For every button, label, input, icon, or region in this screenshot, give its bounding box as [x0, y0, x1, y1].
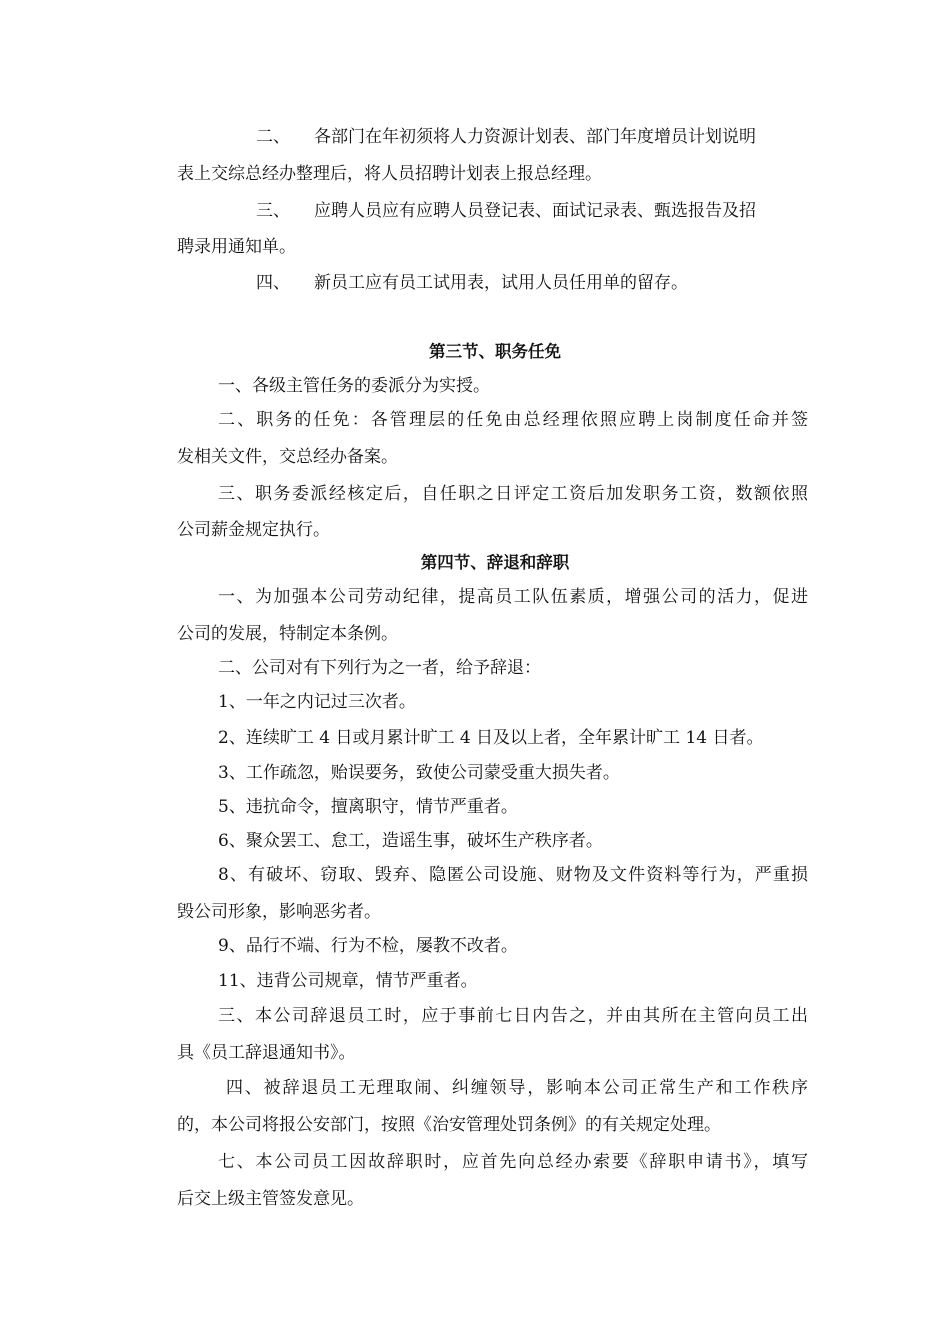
item-2-line-2: 表上交综总经办整理后，将人员招聘计划表上报总经理。: [177, 164, 602, 184]
section-4-p3-line-1: [218, 1005, 808, 1027]
rule-5: 5、违抗命令，擅离职守，情节严重者。: [218, 797, 518, 817]
section-3-p2-line-2: 发相关文件，交总经办备案。: [177, 447, 398, 467]
section-3-p2-text-1: 二、职务的任免：各管理层的任免由总经理依照应聘上岗制度任命并签: [218, 410, 808, 430]
rule-6: 6、聚众罢工、怠工，造谣生事，破坏生产秩序者。: [218, 831, 603, 851]
section-3-p1: 一、各级主管任务的委派分为实授。: [218, 376, 490, 396]
rule-8-line-1: [218, 864, 808, 886]
section-3-p3-line-1: [218, 483, 808, 505]
section-4-p1-line-2: 公司的发展，特制定本条例。: [177, 624, 398, 644]
item-3-line-2: 聘录用通知单。: [177, 237, 296, 257]
section-4-p2: 二、公司对有下列行为之一者，给予辞退：: [218, 658, 541, 678]
section-3-heading: 第三节、职务任免: [429, 342, 561, 361]
section-4-p4-line-1: [226, 1077, 808, 1099]
rule-8-text-1: 8、有破坏、窃取、毁弃、隐匿公司设施、财物及文件资料等行为，严重损: [218, 865, 808, 885]
item-4-number: 四、: [256, 273, 290, 293]
section-4-p7-line-2: 后交上级主管签发意见。: [177, 1189, 364, 1209]
section-3-p3-text-1: 三、职务委派经核定后，自任职之日评定工资后加发职务工资，数额依照: [218, 484, 808, 504]
section-4-p4-text-1: 四、被辞退员工无理取闹、纠缠领导，影响本公司正常生产和工作秩序: [226, 1078, 808, 1098]
section-4-p3-text-1: 三、本公司辞退员工时，应于事前七日内告之，并由其所在主管向员工出: [218, 1006, 808, 1026]
rule-8-line-2: 毁公司形象，影响恶劣者。: [177, 902, 381, 922]
section-3-p2-line-1: [218, 409, 808, 431]
section-4-p1-line-1: [218, 586, 808, 608]
rule-1: 1、一年之内记过三次者。: [218, 692, 416, 712]
rule-2: 2、连续旷工 4 日或月累计旷工 4 日及以上者，全年累计旷工 14 日者。: [218, 728, 764, 748]
section-4-heading: 第四节、辞退和辞职: [420, 553, 570, 572]
section-4-p4-line-2: 的，本公司将报公安部门，按照《治安管理处罚条例》的有关规定处理。: [177, 1115, 721, 1135]
rule-11: 11、违背公司规章，情节严重者。: [218, 971, 478, 991]
item-3-line-1: [256, 200, 808, 222]
rule-9: 9、品行不端、行为不检，屡教不改者。: [218, 936, 518, 956]
item-2-line-1: [256, 126, 808, 148]
section-3-p3-line-2: 公司薪金规定执行。: [177, 520, 330, 540]
rule-3: 3、工作疏忽，贻误要务，致使公司蒙受重大损失者。: [218, 763, 620, 783]
section-4-p1-text-1: 一、为加强本公司劳动纪律，提高员工队伍素质，增强公司的活力，促进: [218, 587, 808, 607]
item-4-text-1: 新员工应有员工试用表，试用人员任用单的留存。: [314, 273, 688, 293]
item-3-text-1: 应聘人员应有应聘人员登记表、面试记录表、甄选报告及招: [314, 201, 756, 221]
item-2-text-1: 各部门在年初须将人力资源计划表、部门年度增员计划说明: [314, 127, 756, 147]
section-4-p3-line-2: 具《员工辞退通知书》。: [177, 1043, 356, 1063]
section-4-p7-line-1: [218, 1151, 808, 1173]
item-4-line-1: [256, 272, 688, 294]
item-3-number: 三、: [256, 201, 290, 221]
item-2-number: 二、: [256, 127, 290, 147]
section-4-p7-text-1: 七、本公司员工因故辞职时，应首先向总经办索要《辞职申请书》，填写: [218, 1152, 808, 1172]
